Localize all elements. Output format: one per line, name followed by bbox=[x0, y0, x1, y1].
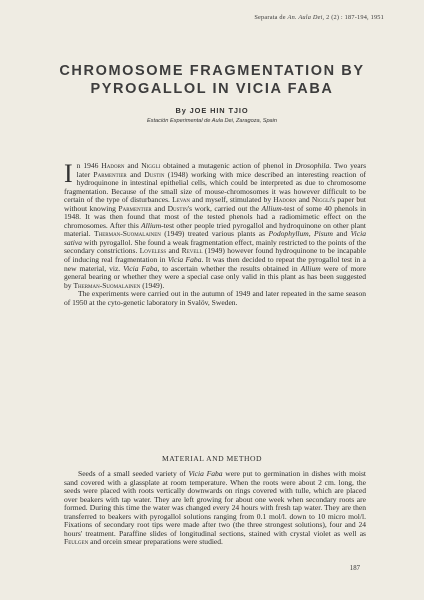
drop-cap: I bbox=[64, 159, 73, 188]
material-method-section bbox=[64, 470, 366, 547]
author-byline: By JOE HIN TJIO bbox=[175, 106, 249, 115]
title-line-2: PYROGALLOL IN VICIA FABA bbox=[90, 81, 334, 97]
header-prefix: Separata de bbox=[254, 14, 286, 21]
section-heading: MATERIAL AND METHOD bbox=[162, 454, 262, 463]
title-line-1: CHROMOSOME FRAGMENTATION BY bbox=[59, 63, 365, 79]
intro-paragraph-2: The experiments were carried out in the autumn of 1949 and later repeated in the same season of 1950 at the cyto-genetic laboratory in Svalöv, Sweden. bbox=[64, 289, 366, 307]
citation: 2 (2) : 187-194, 1951 bbox=[326, 14, 384, 21]
article-title bbox=[0, 62, 424, 98]
offprint-header bbox=[254, 14, 384, 21]
journal-name: An. Aula Dei, bbox=[287, 14, 325, 21]
intro-paragraph-1: In 1946 Hadorn and Niggli obtained a mutagenic action of phenol in Drosophila. Two years later Parmentier and Dustin (1948) working with mice described an interesting reaction of hydroquinone in intestinal epithelial cells, which could be interpreted as due to chromosome fragmentation. Because of the small size of mouse-chromosomes it was however difficult to be certain of the type of disturbances. Levan and myself, stimulated by Hadorn and Niggli's paper but without knowing Parmentier and Dustin's work, carried out the Allium-test of some 40 phenols in 1948. It was then found that most of the tested phenols had a radiomimetic effect on the chromosomes. After this Allium-test other people tried pyrogallol and hydroquinone on other plant material. Therman-Suomalainen (1949) treated various plants as Podophyllum, Pisum and Vicia sativa with pyrogallol. She found a weak fragmentation effect, mainly restricted to the points of the secondary constrictions. Loveless and Revell (1949) however found hydroquinone to be incapable of inducing real fragmentation in Vicia Faba. It was then decided to repeat the pyrogallol test in a new material, viz. Vicia Faba, to ascertain whether the results obtained in Allium were of more general bearing or whether they were a special case only valid in this plant as has been suggested by Therman-Suomalainen (1949). bbox=[64, 159, 367, 290]
author-affiliation: Estación Experimental de Aula Dei, Zaragoza, Spain bbox=[146, 118, 278, 124]
introduction bbox=[64, 159, 367, 307]
method-paragraph-1: Seeds of a small seeded variety of Vicia Faba were put to germination in dishes with moist sand covered with a glassplate at room temperature. When the roots were about 2 cm. long, the seeds were placed with roots vertically downwards on rings covered with tulle, which are placed over beakers with tap water. They are left growing for about one week when secondary roots are formed. During this time the water was changed every 24 hours with fresh tap water. They are then transferred to beakers with pyrogallol solutions ranging from 0.1 mol/l. down to 10 micro mol/l. Fixations of secondary root tips were made after two (the three strongest solutions), four and 24 hours' treatment. Paraffine slides of longitudinal sections, stained with crystal violet as well as Feulgen and orcein smear preparations were studied. bbox=[64, 469, 366, 547]
page-number: 187 bbox=[349, 565, 360, 572]
